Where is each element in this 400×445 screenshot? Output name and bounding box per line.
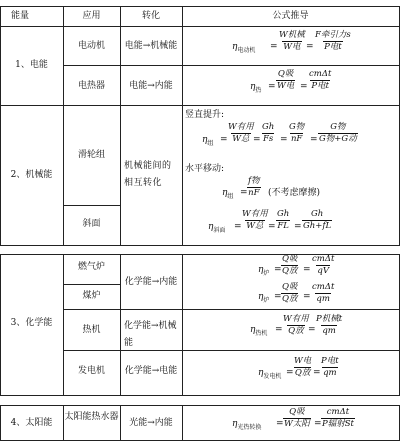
app-heater: 电热器 [77,81,105,91]
app-heat-engine: 热机 [82,325,101,335]
energy-mech: 2、机械能 [10,170,53,180]
conv-electric-mech: 电能→机械能 [124,41,178,51]
conv-mech: 机械能间的相互转化 [124,161,172,188]
header-conversion: 转化 [141,11,160,21]
app-gas-stove: 燃气炉 [77,262,105,272]
conv-chem-mech: 化学能→机械能 [124,321,177,348]
app-incline: 斜面 [82,219,101,229]
app-coal-stove: 煤炉 [82,291,101,301]
header-formula: 公式推导 [272,11,309,21]
header-energy: 能量 [10,11,29,21]
label-vertical: 竖直提升: [185,110,225,120]
label-horizontal: 水平移动: [185,164,225,174]
app-pulley: 滑轮组 [77,150,105,160]
conv-chem-heat: 化学能→内能 [124,277,178,287]
conv-electric-heat: 电能→内能 [129,81,173,91]
header-application: 应用 [82,11,101,21]
app-motor: 电动机 [77,41,105,51]
energy-electric: 1、电能 [15,60,48,70]
energy-solar: 4、太阳能 [10,418,53,428]
energy-chem: 3、化学能 [10,318,53,328]
conv-chem-electric: 化学能→电能 [124,366,178,376]
app-generator: 发电机 [77,366,105,376]
app-solar-heater: 太阳能热水器 [64,412,119,422]
conv-solar: 光能→内能 [129,418,173,428]
